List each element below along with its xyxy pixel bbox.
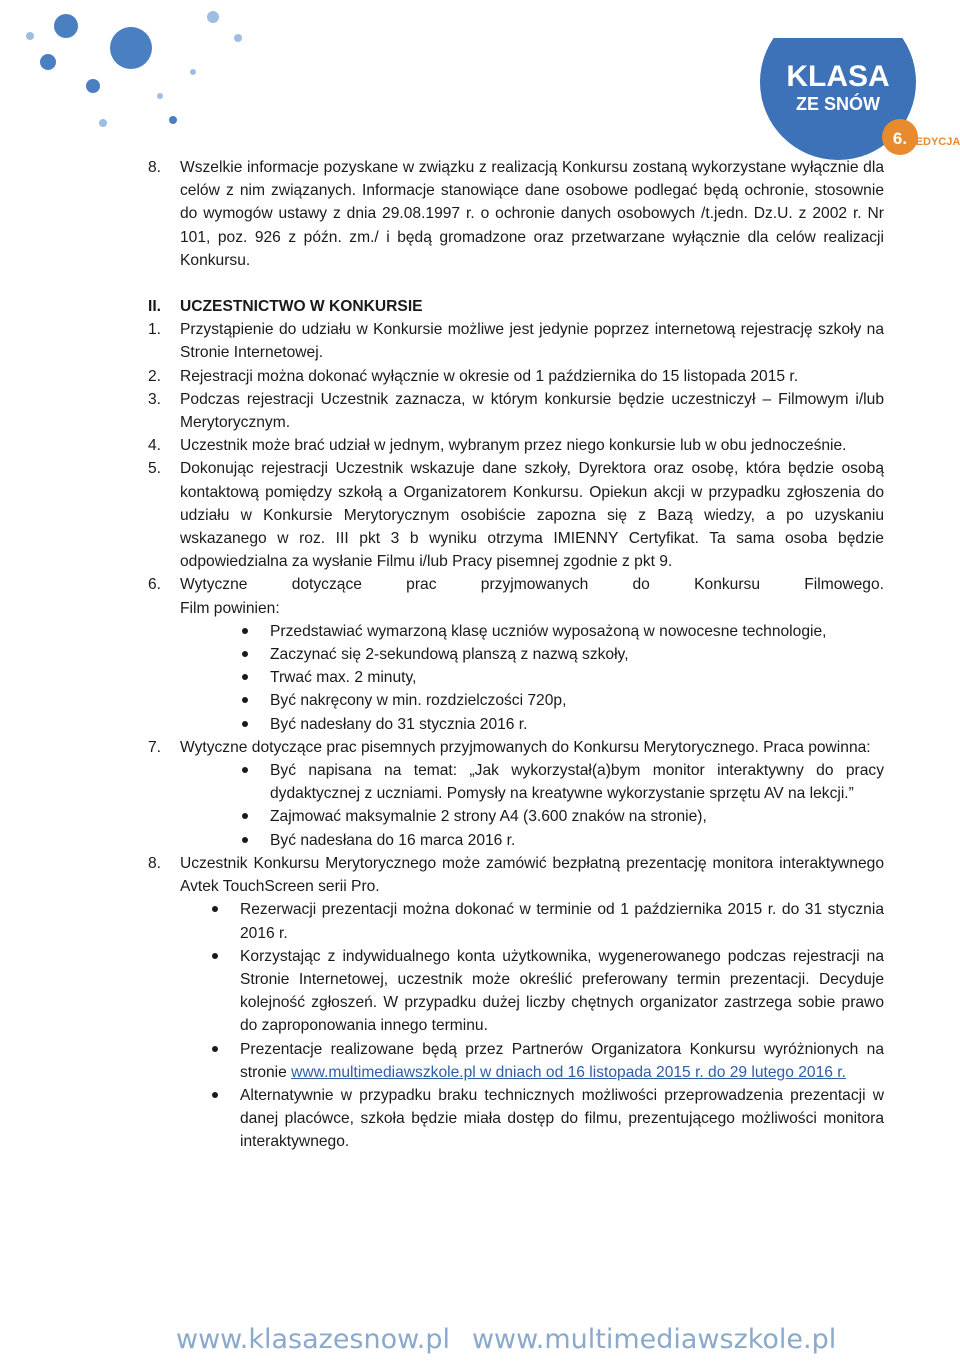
bullet-icon — [242, 721, 248, 727]
item-number: 5. — [148, 460, 162, 478]
bullet-icon — [212, 953, 218, 959]
list-item — [148, 318, 884, 364]
deco-dot — [207, 11, 219, 23]
deco-dot — [169, 116, 177, 124]
bullet-text: Alternatywnie w przypadku braku technicznych możliwości przeprowadzenia prezentacji w danej placówce, szkoła będzie miała dostęp do filmu, prezentującego możliwości monitora interaktywnego. — [240, 1086, 884, 1151]
bullet-item — [148, 643, 884, 666]
deco-dot — [54, 14, 78, 38]
item-number: 1. — [148, 321, 162, 339]
logo-text-line2: ZE SNÓW — [796, 94, 880, 114]
item-number: 7. — [148, 738, 162, 756]
deco-dot — [190, 69, 196, 75]
edition-badge-number: 6. — [892, 129, 908, 148]
item-number: 3. — [148, 390, 162, 408]
bullet-item — [148, 898, 884, 944]
bullet-icon — [242, 651, 248, 657]
bullet-text: Być nakręcony w min. rozdzielczości 720p, — [270, 692, 567, 710]
list-item — [148, 434, 884, 457]
list-item — [148, 156, 884, 272]
item-text: Wytyczne dotyczące prac pisemnych przyjmowanych do Konkursu Merytorycznego. Praca powinna: — [180, 738, 871, 756]
item-number: 2. — [148, 367, 162, 385]
multimedia-website-link[interactable]: www.multimediawszkole.pl w dniach od 16 listopada 2015 r. do 29 lutego 2016 r. — [291, 1063, 846, 1081]
item-text: Podczas rejestracji Uczestnik zaznacza, w którym konkursie będzie uczestniczył – Filmowym i/lub Merytorycznym. — [180, 390, 884, 432]
item-number: 6. — [148, 576, 162, 594]
item-text: Wszelkie informacje pozyskane w związku z realizacją Konkursu zostaną wykorzystane wyłącznie dla celów z nim związanych. Informacje stanowiące dane osobowe podlegać będą ochronie, stosownie do wymogów ustawy z dnia 29.08.1997 r. o ochronie danych osobowych /t.jedn. Dz.U. z 2002 r. Nr 101, poz. 926 z późn. zm./ i będą gromadzone oraz przetwarzane wyłącznie dla celów realizacji Konkursu. — [180, 159, 884, 269]
deco-dot — [234, 34, 242, 42]
list-item — [148, 365, 884, 388]
footer — [176, 1322, 856, 1358]
deco-dot — [26, 32, 34, 40]
deco-dot — [99, 119, 107, 127]
bullet-item — [148, 689, 884, 712]
bullet-icon — [242, 837, 248, 843]
bullet-text: Zaczynać się 2-sekundową planszą z nazwą szkoły, — [270, 646, 629, 664]
item-number: 8. — [148, 854, 162, 872]
item-text: Rejestracji można dokonać wyłącznie w okresie od 1 października do 15 listopada 2015 r. — [180, 367, 799, 385]
list-item — [148, 852, 884, 898]
bullet-icon — [242, 674, 248, 680]
deco-dot — [157, 93, 163, 99]
bullet-item — [148, 759, 884, 805]
bullet-icon — [212, 906, 218, 912]
klasa-ze-snow-logo — [752, 38, 960, 168]
bullet-icon — [212, 1046, 218, 1052]
footer-link-multimediawszkole[interactable]: www.multimediawszkole.pl — [471, 1324, 837, 1355]
list-item — [148, 457, 884, 573]
bullet-item — [148, 805, 884, 828]
deco-dot — [86, 79, 100, 93]
list-item — [148, 388, 884, 434]
bullet-text: Być napisana na temat: „Jak wykorzystał(a)bym monitor interaktywny do pracy dydaktycznej z uczniami. Pomysły na kreatywne wykorzystanie sprzętu AV na lekcji.” — [270, 762, 884, 803]
bullet-item — [148, 666, 884, 689]
bullet-icon — [242, 628, 248, 634]
bullet-item — [148, 829, 884, 852]
deco-dot — [110, 27, 152, 69]
bullet-text: Przedstawiać wymarzoną klasę uczniów wyposażoną w nowocesne technologie, — [270, 622, 827, 640]
bullet-item — [148, 945, 884, 1038]
bullet-icon — [242, 697, 248, 703]
item-number: 8. — [148, 159, 162, 176]
logo-text-line1: KLASA — [786, 60, 890, 93]
item-text: Przystąpienie do udziału w Konkursie możliwe jest jedynie poprzez internetową rejestrację szkoły na Stronie Internetowej. — [180, 321, 884, 362]
deco-dot — [40, 54, 56, 70]
bullet-icon — [242, 767, 248, 773]
regulations-content — [148, 156, 884, 1154]
bullet-icon — [212, 1092, 218, 1098]
list-item — [148, 573, 884, 619]
bullet-item — [148, 620, 884, 643]
bullet-text: Być nadesłany do 31 stycznia 2016 r. — [270, 715, 528, 733]
bullet-item — [148, 1038, 884, 1084]
item-text: Film powinien: — [180, 599, 280, 617]
list-item — [148, 736, 884, 759]
bullet-text: Korzystając z indywidualnego konta użytkownika, wygenerowanego podczas rejestracji na Stronie Internetowej, uczestnik może określić preferowany termin prezentacji. Decyduje kolejność zgłoszeń. W przypadku dużej liczby chętnych organizator zastrzega sobie prawo do zaproponowania innego terminu. — [240, 947, 884, 1035]
bullet-item — [148, 713, 884, 736]
bullet-text: Prezentacje realizowane będą przez Partnerów Organizatora Konkursu wyróżnionych na stronie — [240, 1040, 884, 1081]
bullet-item — [148, 1084, 884, 1154]
section-title: UCZESTNICTWO W KONKURSIE — [180, 298, 423, 316]
section-heading — [148, 295, 884, 318]
bullet-icon — [242, 813, 248, 819]
bullet-text: Być nadesłana do 16 marca 2016 r. — [270, 831, 516, 849]
item-text: Uczestnik może brać udział w jednym, wybranym przez niego konkursie lub w obu jednocześnie. — [180, 437, 847, 455]
bullet-text: Rezerwacji prezentacji można dokonać w terminie od 1 października 2015 r. do 31 stycznia 2016 r. — [240, 901, 884, 942]
footer-link-klasazesnow[interactable]: www.klasazesnow.pl — [176, 1324, 450, 1355]
section-number: II. — [148, 298, 161, 316]
bullet-text: Trwać max. 2 minuty, — [270, 669, 417, 687]
item-text: Uczestnik Konkursu Merytorycznego może zamówić bezpłatną prezentację monitora interaktywnego Avtek TouchScreen serii Pro. — [180, 854, 884, 896]
item-text: Dokonując rejestracji Uczestnik wskazuje dane szkoły, Dyrektora oraz osobę, która będzie osobą kontaktową pomiędzy szkołą a Organizatorem Konkursu. Opiekun akcji w przypadku zgłoszenia do udziału w Konkursie Merytorycznym osobiście zapozna się z Bazą wiedzy, a po uzyskaniu wskazanego w roz. III pkt 3 b wyniku otrzyma IMIENNY Certyfikat. Ta sama osoba będzie odpowiedzialna za wysłanie Filmu i/lub Pracy pisemnej zgodnie z pkt 9. — [180, 460, 884, 571]
item-text: Wytyczne dotyczące prac przyjmowanych do Konkursu Filmowego. — [180, 576, 884, 594]
edition-badge-label: EDYCJA — [915, 136, 960, 148]
item-number: 4. — [148, 437, 162, 455]
bullet-text: Zajmować maksymalnie 2 strony A4 (3.600 znaków na stronie), — [270, 808, 707, 826]
